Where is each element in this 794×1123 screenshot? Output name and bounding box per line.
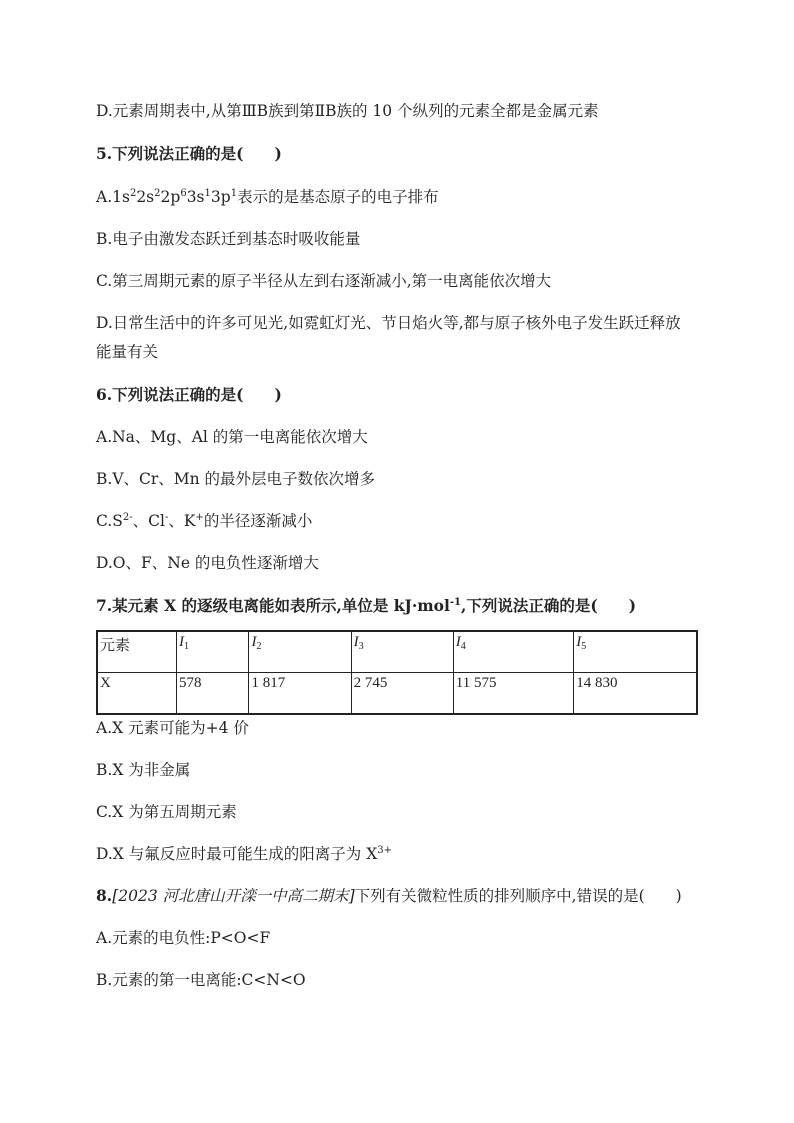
q7-option-a: A.X 元素可能为+4 价 xyxy=(96,719,249,737)
q7-option-c: C.X 为第五周期元素 xyxy=(96,803,237,821)
q6-option-c: $C.S^{2-}$、Cl-、K+的半径逐渐减小 xyxy=(96,512,313,530)
q6-option-d: D.O、F、Ne 的电负性逐渐增大 xyxy=(96,554,319,572)
q6-option-a: A.Na、Mg、Al 的第一电离能依次增大 xyxy=(96,428,368,446)
q8-option-a: A.元素的电负性:P<O<F xyxy=(96,929,271,947)
table-cell: 14 830 xyxy=(574,673,697,715)
q7-stem: 7.某元素 X 的逐级电离能如表所示,单位是 kJ·mol$^{-1}$,下列说法正确的是( ) xyxy=(96,596,637,615)
q8-source: [2023 河北唐山开滦一中高二期末] xyxy=(112,887,355,905)
q5-option-c: C.第三周期元素的原子半径从左到右逐渐减小,第一电离能依次增大 xyxy=(96,272,552,290)
table-header-cell: $I_5$ xyxy=(574,631,697,673)
table-header-cell: 元素 xyxy=(97,631,177,673)
table-cell: 1 817 xyxy=(249,673,351,715)
q8-stem: 8.[2023 河北唐山开滦一中高二期末]下列有关微粒性质的排列顺序中,错误的是( ) xyxy=(96,886,682,905)
table-row xyxy=(97,673,697,715)
q4-option-d: D.元素周期表中,从第ⅢB族到第ⅡB族的 10 个纵列的元素全都是金属元素 xyxy=(96,102,599,120)
q5-option-d-line2: 能量有关 xyxy=(96,343,159,361)
ionization-energy-table xyxy=(96,630,698,715)
q7-option-b: B.X 为非金属 xyxy=(96,761,191,779)
table-cell: 578 xyxy=(177,673,249,715)
table-header-cell: $I_3$ xyxy=(351,631,453,673)
q5-option-b: B.电子由激发态跃迁到基态时吸收能量 xyxy=(96,230,361,248)
table-cell: 11 575 xyxy=(453,673,573,715)
table-header-row xyxy=(97,631,697,673)
q8-option-b: B.元素的第一电离能:C<N<O xyxy=(96,971,306,989)
q6-option-b: B.V、Cr、Mn 的最外层电子数依次增多 xyxy=(96,470,376,488)
q5-option-a: $A.1s^22s^22p^63s^13p^1$表示的是基态原子的电子排布 xyxy=(96,188,439,206)
q7-option-d: D.X 与氟反应时最可能生成的阳离子为 $X^{3+}$ xyxy=(96,845,392,863)
table-cell: 2 745 xyxy=(351,673,453,715)
q5-option-d-line1: D.日常生活中的许多可见光,如霓虹灯光、节日焰火等,都与原子核外电子发生跃迁释放 xyxy=(96,314,681,332)
table-header-cell: $I_1$ xyxy=(177,631,249,673)
table-header-cell: $I_2$ xyxy=(249,631,351,673)
q6-stem: 6.下列说法正确的是( ) xyxy=(96,385,282,404)
table-header-cell: $I_4$ xyxy=(453,631,573,673)
q5-stem: 5.下列说法正确的是( ) xyxy=(96,144,282,163)
table-cell: X xyxy=(97,673,177,715)
